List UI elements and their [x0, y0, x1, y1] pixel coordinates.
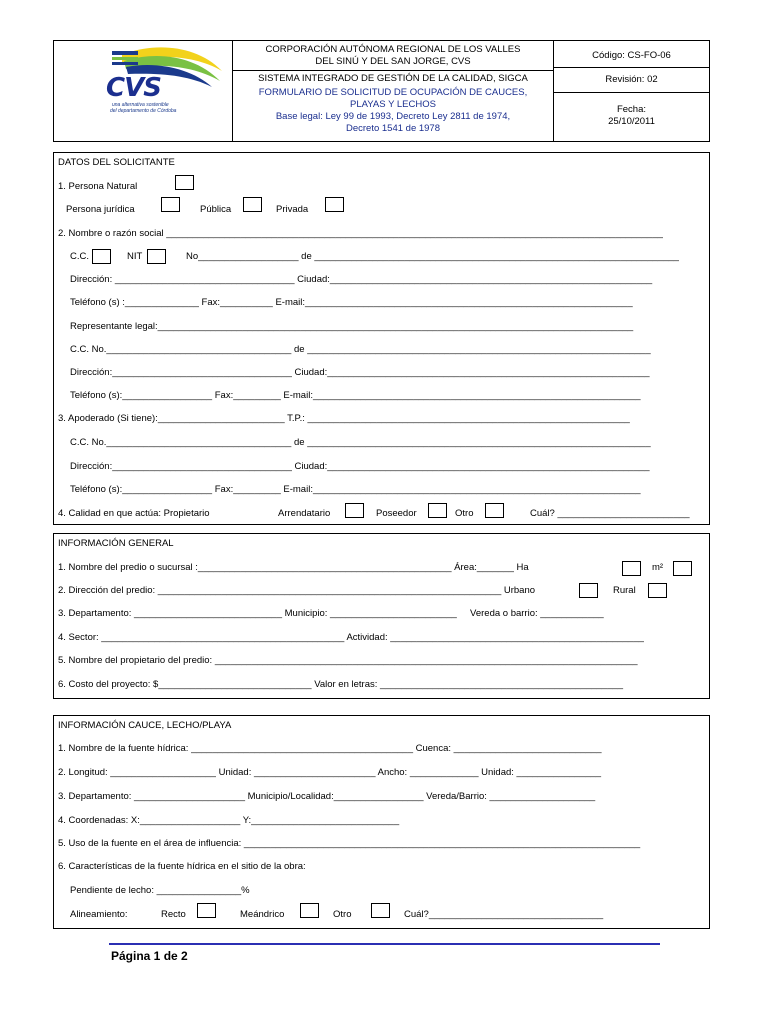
arrendatario-label: Arrendatario	[278, 508, 331, 519]
cual-field[interactable]: Cuál? _________________________	[530, 508, 690, 519]
form-revision: Revisión: 02	[605, 74, 658, 85]
urbano-checkbox[interactable]	[579, 583, 598, 598]
representante-telefono-field[interactable]: Teléfono (s):_________________ Fax:_________ E-mail:______________________________________________________________	[70, 390, 641, 401]
publica-checkbox[interactable]	[243, 197, 262, 212]
logo-text: CVS	[106, 73, 161, 103]
alineamiento-label: Alineamiento:	[70, 909, 128, 920]
poseedor-label: Poseedor	[376, 508, 417, 519]
uso-fuente-field[interactable]: 5. Uso de la fuente en el área de influencia: ___________________________________________________________________________	[58, 838, 641, 849]
apoderado-direccion-field[interactable]: Dirección:__________________________________ Ciudad:_____________________________________________________________	[70, 461, 650, 472]
form-title-1: FORMULARIO DE SOLICITUD DE OCUPACIÓN DE CAUCES,	[258, 87, 528, 98]
caracteristicas-label: 6. Características de la fuente hídrica en el sitio de la obra:	[58, 861, 306, 872]
persona-natural-label: 1. Persona Natural	[58, 181, 138, 192]
apoderado-cc-field[interactable]: C.C. No.___________________________________ de _________________________________________________________________	[70, 437, 651, 448]
otro-alineamiento-checkbox[interactable]	[371, 903, 390, 918]
meandrico-label: Meándrico	[240, 909, 285, 920]
m2-checkbox[interactable]	[673, 561, 692, 576]
otro-label: Otro	[455, 508, 474, 519]
poseedor-checkbox[interactable]	[428, 503, 447, 518]
org-name-line2: DEL SINÚ Y DEL SAN JORGE, CVS	[315, 56, 471, 67]
persona-natural-checkbox[interactable]	[175, 175, 194, 190]
representante-cc-field[interactable]: C.C. No.___________________________________ de _________________________________________________________________	[70, 344, 651, 355]
cvs-logo	[100, 43, 225, 118]
apoderado-telefono-field[interactable]: Teléfono (s):_________________ Fax:_________ E-mail:______________________________________________________________	[70, 484, 641, 495]
system-name: SISTEMA INTEGRADO DE GESTIÓN DE LA CALIDAD, SIGCA	[258, 73, 528, 84]
org-name-line1: CORPORACIÓN AUTÓNOMA REGIONAL DE LOS VALLES	[265, 44, 521, 55]
logo-tagline-1: una alternativa sostenible	[112, 102, 169, 108]
logo-tagline-2: del departamento de Córdoba	[110, 108, 177, 114]
representante-direccion-field[interactable]: Dirección:__________________________________ Ciudad:_____________________________________________________________	[70, 367, 650, 378]
propietario-field[interactable]: 5. Nombre del propietario del predio: ________________________________________________________________________________	[58, 655, 638, 666]
header-center	[233, 44, 553, 135]
arrendatario-checkbox[interactable]	[345, 503, 364, 518]
predio-direccion-field[interactable]: 2. Dirección del predio: _________________________________________________________________ Urbano	[58, 585, 536, 596]
recto-label: Recto	[161, 909, 186, 920]
nit-checkbox[interactable]	[147, 249, 166, 264]
form-title-2: PLAYAS Y LECHOS	[350, 99, 436, 110]
id-number-field[interactable]: No___________________ de _____________________________________________________________________	[186, 251, 679, 262]
costo-proyecto-field[interactable]: 6. Costo del proyecto: $_____________________________ Valor en letras: ______________________________________________	[58, 679, 624, 690]
legal-basis-2: Decreto 1541 de 1978	[345, 123, 441, 134]
direccion-ciudad-field[interactable]: Dirección: __________________________________ Ciudad:_____________________________________________________________	[70, 274, 653, 285]
nit-label: NIT	[127, 251, 143, 262]
cauce-departamento-field[interactable]: 3. Departamento: _____________________ Municipio/Localidad:_________________ Vereda/Barrio: ____________________	[58, 791, 596, 802]
cc-label: C.C.	[70, 251, 89, 262]
publica-label: Pública	[200, 204, 232, 215]
header-rule-1	[553, 67, 709, 68]
date-value: 25/10/2011	[608, 116, 655, 127]
recto-checkbox[interactable]	[197, 903, 216, 918]
meandrico-checkbox[interactable]	[300, 903, 319, 918]
page-number: Página 1 de 2	[111, 949, 188, 963]
telefono-fax-email-field[interactable]: Teléfono (s) :______________ Fax:__________ E-mail:______________________________________________________________	[70, 297, 633, 308]
legal-basis-1: Base legal: Ley 99 de 1993, Decreto Ley 2811 de 1974,	[275, 111, 511, 122]
rural-label: Rural	[613, 585, 636, 596]
nombre-razon-social-field[interactable]: 2. Nombre o razón social ______________________________________________________________________________________________	[58, 228, 663, 239]
predio-nombre-area-field[interactable]: 1. Nombre del predio o sucursal :________________________________________________ Área:_______ Ha	[58, 562, 529, 573]
cual-alineamiento-field[interactable]: Cuál?_________________________________	[404, 909, 604, 920]
apoderado-field[interactable]: 3. Apoderado (Si tiene):________________________ T.P.: _____________________________________________________________	[58, 413, 630, 424]
privada-label: Privada	[276, 204, 309, 215]
calidad-label: 4. Calidad en que actúa: Propietario	[58, 508, 210, 519]
rural-checkbox[interactable]	[648, 583, 667, 598]
otro-checkbox[interactable]	[485, 503, 504, 518]
m2-label: m²	[652, 562, 664, 573]
fuente-hidrica-field[interactable]: 1. Nombre de la fuente hídrica: __________________________________________ Cuenca: ____________________________	[58, 743, 602, 754]
longitud-ancho-field[interactable]: 2. Longitud: ____________________ Unidad: _______________________ Ancho: _____________ Unidad: ________________	[58, 767, 602, 778]
cc-checkbox[interactable]	[92, 249, 111, 264]
section-title-informacion-general: INFORMACIÓN GENERAL	[58, 538, 174, 549]
otro-alineamiento-label: Otro	[333, 909, 352, 920]
form-code: Código: CS-FO-06	[592, 50, 671, 61]
persona-juridica-checkbox[interactable]	[161, 197, 180, 212]
privada-checkbox[interactable]	[325, 197, 344, 212]
pendiente-lecho-field[interactable]: Pendiente de lecho: ________________%	[70, 885, 250, 896]
date-label: Fecha:	[616, 104, 647, 115]
header-rule-2	[553, 92, 709, 93]
representante-legal-field[interactable]: Representante legal:__________________________________________________________________________________________	[70, 321, 634, 332]
section-title-solicitante: DATOS DEL SOLICITANTE	[58, 157, 175, 168]
departamento-municipio-field[interactable]: 3. Departamento: ____________________________ Municipio: ________________________ Vereda o barrio: ____________	[58, 608, 604, 619]
section-title-informacion-cauce: INFORMACIÓN CAUCE, LECHO/PLAYA	[58, 720, 232, 731]
persona-juridica-label: Persona jurídica	[66, 204, 135, 215]
ha-checkbox[interactable]	[622, 561, 641, 576]
sector-actividad-field[interactable]: 4. Sector: ______________________________________________ Actividad: ________________________________________________	[58, 632, 644, 643]
coordenadas-field[interactable]: 4. Coordenadas: X:___________________ Y:____________________________	[58, 815, 400, 826]
footer-rule	[109, 943, 660, 945]
